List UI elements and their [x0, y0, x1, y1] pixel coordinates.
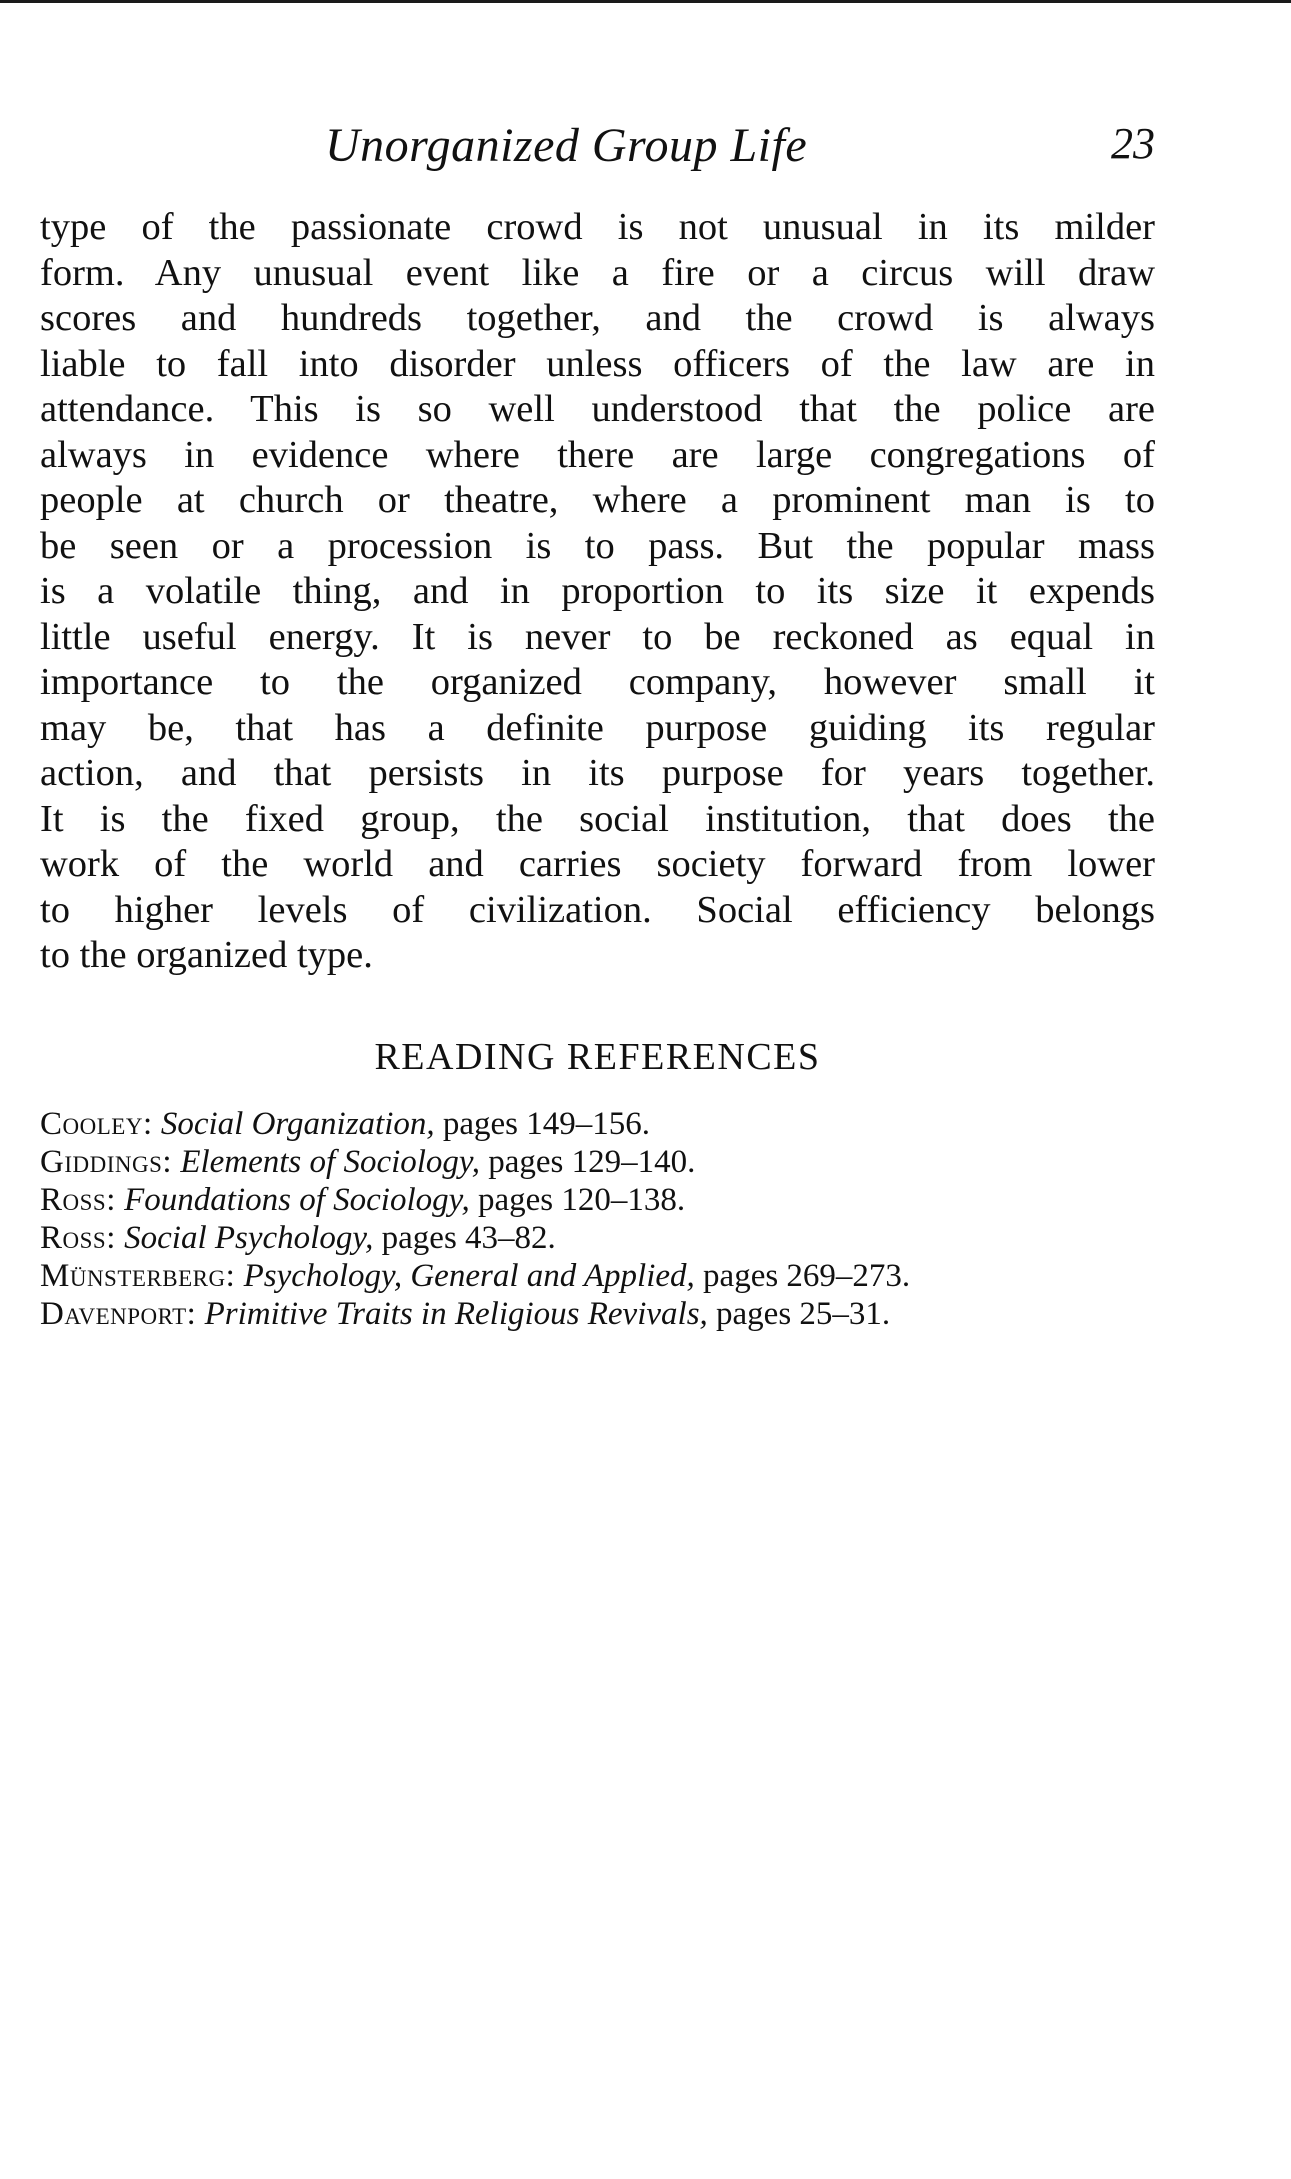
- body-line: liable to fall into disorder unless officers of the law are in: [40, 342, 1155, 385]
- body-line: action, and that persists in its purpose for years together.: [40, 752, 1155, 794]
- reference-author: Ross:: [40, 1182, 116, 1218]
- page-number: 23: [1111, 119, 1155, 168]
- reference-item: [40, 1181, 1155, 1219]
- body-line: little useful energy. It is never to be reckoned as equal in: [40, 615, 1155, 658]
- body-line: people at church or theatre, where a prominent man is to: [40, 479, 1155, 521]
- reference-title: Foundations of Sociology,: [124, 1182, 470, 1218]
- reference-pages: pages 149–156.: [442, 1106, 651, 1142]
- reference-pages: pages 269–273.: [703, 1258, 911, 1294]
- body-line: be seen or a procession is to pass. But the popular mass: [40, 524, 1155, 567]
- reference-title: Social Organization,: [160, 1106, 435, 1142]
- reference-author: Cooley:: [40, 1106, 153, 1142]
- reference-item: [40, 1143, 1155, 1181]
- body-line: to higher levels of civilization. Social efficiency belongs: [40, 888, 1155, 931]
- reference-author: Ross:: [40, 1220, 116, 1256]
- body-line: to the organized type.: [40, 934, 373, 976]
- body-line: form. Any unusual event like a fire or a circus will draw: [40, 251, 1155, 294]
- reference-item: [40, 1219, 1155, 1257]
- reference-item: [40, 1295, 1155, 1333]
- reference-item: [40, 1105, 1155, 1143]
- body-line: always in evidence where there are large congregations of: [40, 433, 1155, 476]
- reference-item: [40, 1257, 1155, 1295]
- body-line: importance to the organized company, however small it: [40, 661, 1155, 703]
- reference-title: Psychology, General and Applied,: [243, 1258, 695, 1294]
- reference-title: Social Psychology,: [124, 1220, 374, 1256]
- body-line: may be, that has a definite purpose guiding its regular: [40, 706, 1155, 749]
- reading-references-list: [40, 1105, 1155, 1333]
- running-head-title: Unorganized Group Life: [325, 119, 808, 172]
- reading-references-heading: READING REFERENCES: [374, 1036, 821, 1078]
- running-head: [40, 118, 1155, 178]
- reference-pages: pages 43–82.: [381, 1220, 556, 1256]
- reference-title: Elements of Sociology,: [180, 1144, 481, 1180]
- body-line: is a volatile thing, and in proportion to its size it expends: [40, 570, 1155, 612]
- body-line: scores and hundreds together, and the crowd is always: [40, 297, 1155, 339]
- body-line: It is the fixed group, the social institution, that does the: [40, 797, 1155, 840]
- reference-pages: pages 25–31.: [716, 1296, 891, 1332]
- body-line: attendance. This is so well understood that the police are: [40, 388, 1155, 430]
- body-line: type of the passionate crowd is not unusual in its milder: [40, 206, 1155, 248]
- reference-author: Giddings:: [40, 1144, 173, 1180]
- reference-author: Davenport:: [40, 1296, 197, 1332]
- reference-pages: pages 129–140.: [488, 1144, 696, 1180]
- body-line: work of the world and carries society forward from lower: [40, 843, 1155, 885]
- reference-pages: pages 120–138.: [477, 1182, 686, 1218]
- top-edge-rule: [0, 0, 1291, 3]
- reference-author: Münsterberg:: [40, 1258, 236, 1294]
- body-paragraph: [40, 205, 1155, 979]
- reference-title: Primitive Traits in Religious Revivals,: [204, 1296, 708, 1332]
